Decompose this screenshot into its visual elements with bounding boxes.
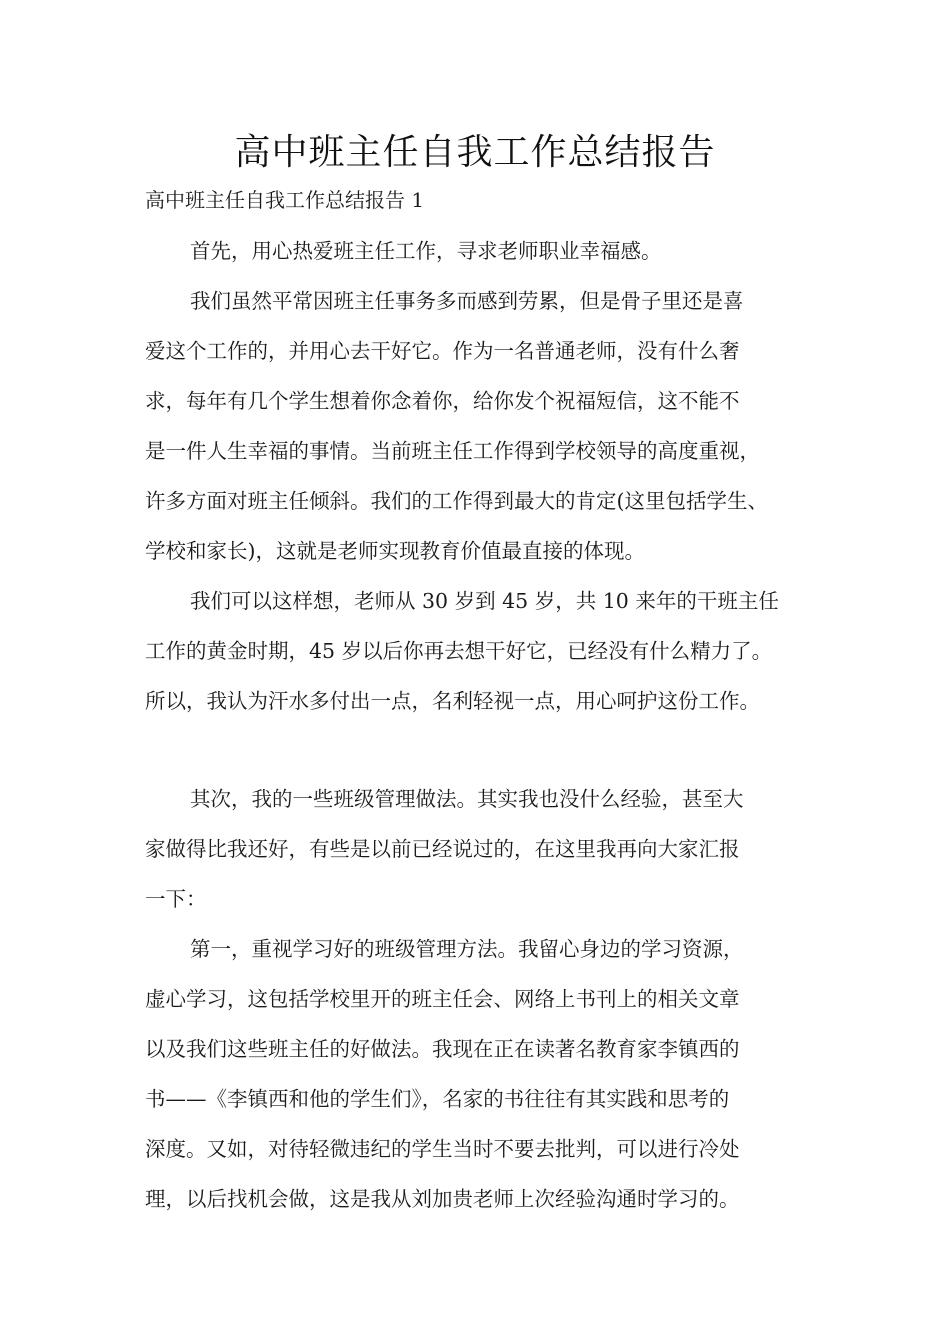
paragraph-line: 一下：: [145, 887, 207, 911]
paragraph-line: 其次，我的一些班级管理做法。其实我也没什么经验，甚至大: [190, 787, 744, 811]
paragraph-line: 爱这个工作的，并用心去干好它。作为一名普通老师，没有什么奢: [145, 339, 740, 363]
document-subtitle: 高中班主任自我工作总结报告 1: [145, 188, 425, 212]
paragraph-line: 书——《李镇西和他的学生们》，名家的书往往有其实践和思考的: [145, 1087, 730, 1111]
paragraph-line: 首先，用心热爱班主任工作，寻求老师职业幸福感。: [190, 239, 662, 263]
document-title: 高中班主任自我工作总结报告: [234, 132, 716, 173]
paragraph-line: 学校和家长)，这就是老师实现教育价值最直接的体现。: [145, 539, 645, 563]
paragraph-line: 第一，重视学习好的班级管理方法。我留心身边的学习资源，: [190, 937, 744, 961]
paragraph-line: 理，以后找机会做，这是我从刘加贵老师上次经验沟通时学习的。: [145, 1187, 740, 1211]
paragraph-line: 所以，我认为汗水多付出一点，名利轻视一点，用心呵护这份工作。: [145, 689, 760, 713]
paragraph-line: 求，每年有几个学生想着你念着你，给你发个祝福短信，这不能不: [145, 389, 740, 413]
paragraph-line: 许多方面对班主任倾斜。我们的工作得到最大的肯定(这里包括学生、: [145, 489, 768, 513]
paragraph-line: 是一件人生幸福的事情。当前班主任工作得到学校领导的高度重视，: [145, 439, 760, 463]
paragraph-line: 以及我们这些班主任的好做法。我现在正在读著名教育家李镇西的: [145, 1037, 740, 1061]
paragraph-line: 我们虽然平常因班主任事务多而感到劳累，但是骨子里还是喜: [190, 289, 744, 313]
paragraph-line: 家做得比我还好，有些是以前已经说过的，在这里我再向大家汇报: [145, 837, 740, 861]
paragraph-line: 工作的黄金时期，45 岁以后你再去想干好它，已经没有什么精力了。: [145, 639, 773, 663]
paragraph-line: 虚心学习，这包括学校里开的班主任会、网络上书刊上的相关文章: [145, 987, 740, 1011]
paragraph-line: 深度。又如，对待轻微违纪的学生当时不要去批判，可以进行冷处: [145, 1137, 740, 1161]
paragraph-line: 我们可以这样想，老师从 30 岁到 45 岁，共 10 来年的干班主任: [190, 589, 779, 613]
